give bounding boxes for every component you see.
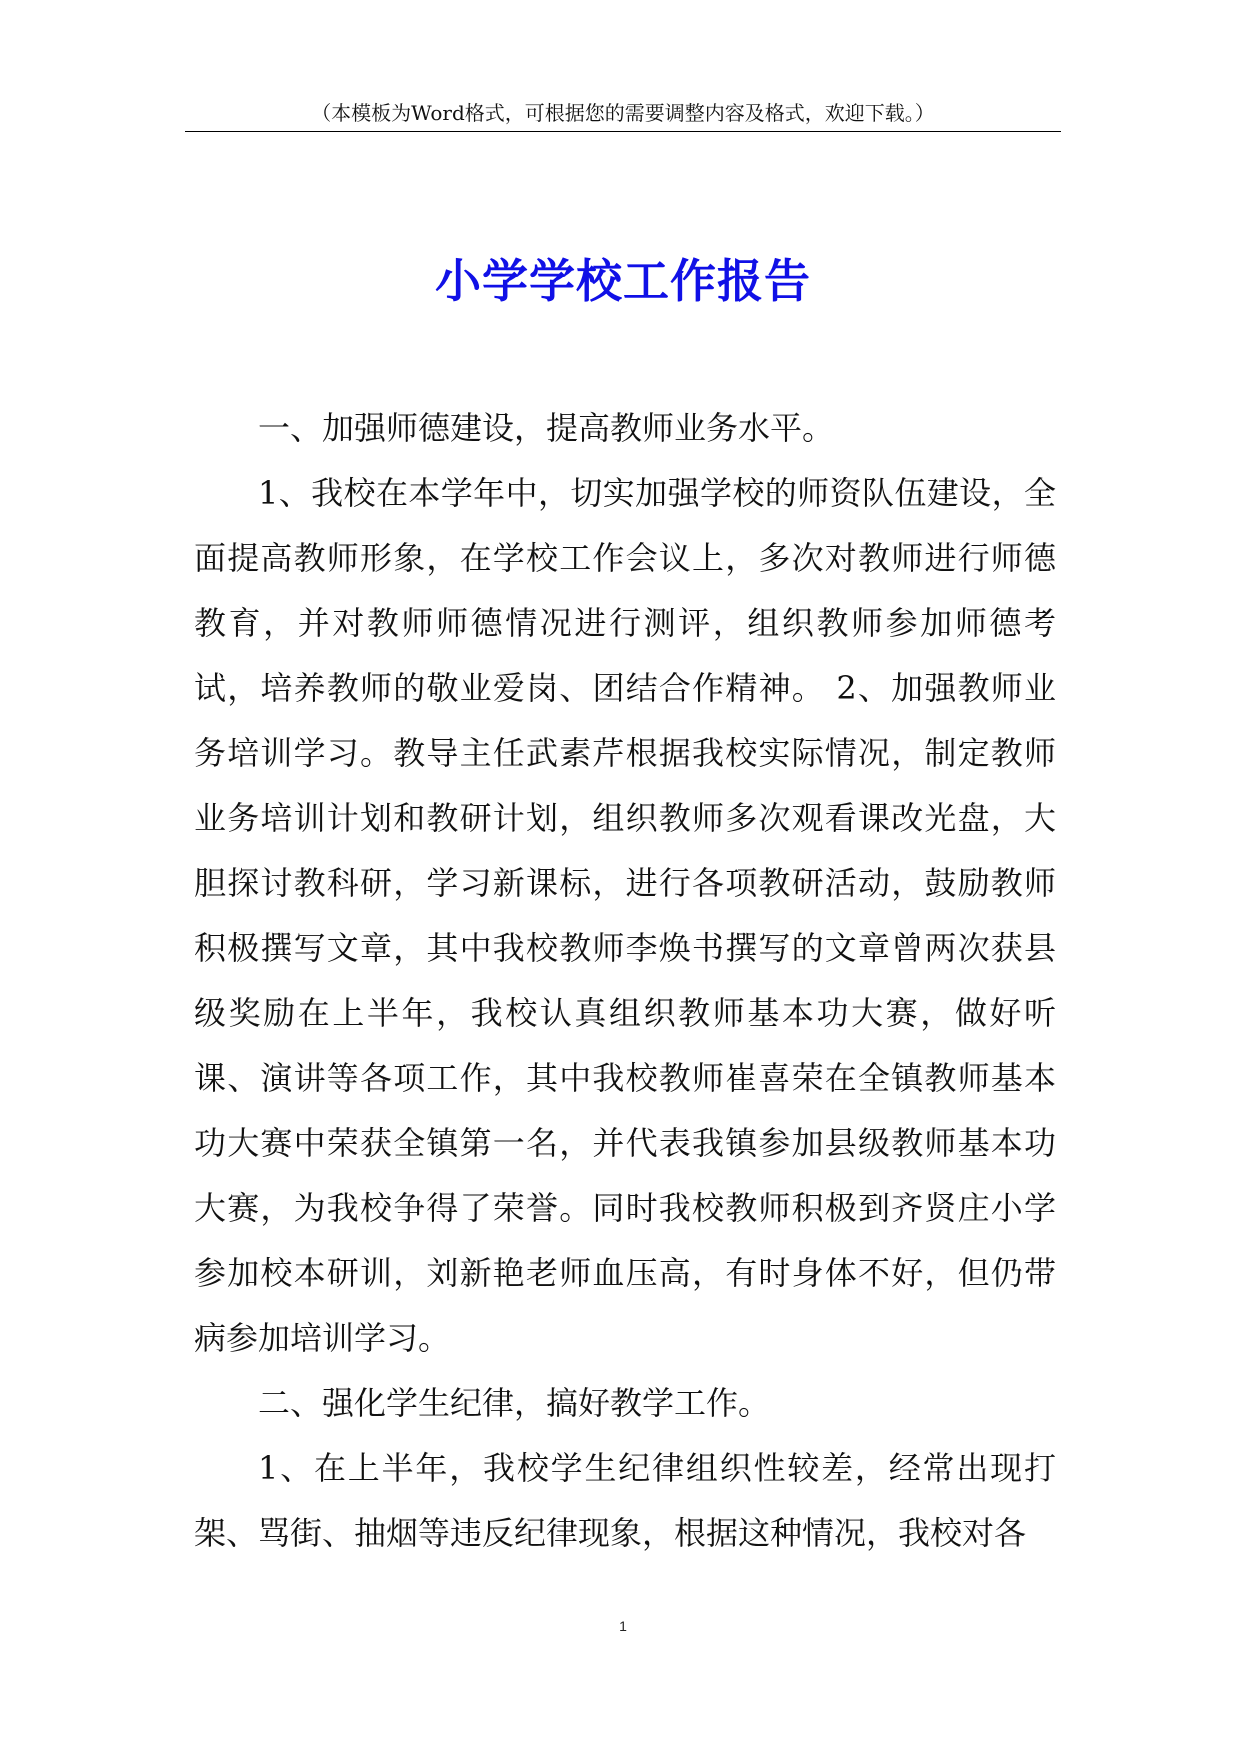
template-note: （本模板为Word格式，可根据您的需要调整内容及格式，欢迎下载。） [311,101,935,125]
page-number: 1 [619,1618,627,1634]
section-heading-2: 二、强化学生纪律，搞好教学工作。 [258,1384,771,1422]
document-title: 小学学校工作报告 [435,253,811,308]
section-heading-1: 一、加强师德建设，提高教师业务水平。 [258,409,835,447]
paragraph-1: 1、我校在本学年中，切实加强学校的师资队伍建设，全面提高教师形象，在学校工作会议上，多次对教师进行师德教育，并对教师师德情况进行测评，组织教师参加师德考试，培养教师的敬业爱岗、团结合作精神。 2、加强教师业务培训学习。教导主任武素芹根据我校实际情况，制定教师业务培训计划和教研计划，组织教师多次观看课改光盘，大胆探讨教科研，学习新课标，进行各项教研活动，鼓励教师积极撰写文章，其中我校教师李焕书撰写的文章曾两次获县级奖励在上半年，我校认真组织教师基本功大赛，做好听课、演讲等各项工作，其中我校教师崔喜荣在全镇教师基本功大赛中荣获全镇第一名，并代表我镇参加县级教师基本功大赛，为我校争得了荣誉。同时我校教师积极到齐贤庄小学参加校本研训，刘新艳老师血压高，有时身体不好，但仍带病参加培训学习。 [194,474,1056,1357]
header-divider [185,131,1061,132]
document-body [194,396,1056,1566]
paragraph-2: 1、在上半年，我校学生纪律组织性较差，经常出现打架、骂街、抽烟等违反纪律现象，根据这种情况，我校对各 [194,1449,1056,1552]
